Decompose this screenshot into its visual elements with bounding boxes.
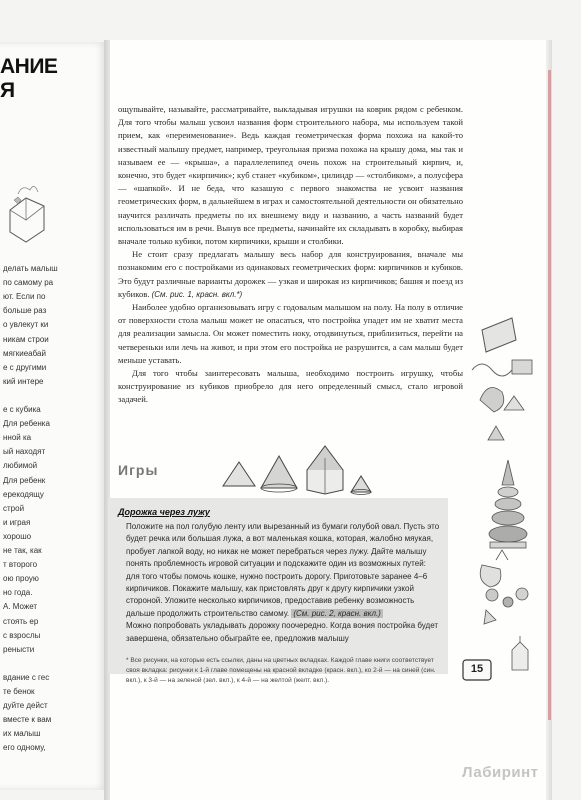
figure-reference: (См. рис. 1, красн. вкл.*) (151, 289, 243, 299)
left-page-line: хорошо (3, 531, 32, 541)
game-title: Дорожка через лужу (118, 507, 210, 517)
left-page-line: любимой (3, 461, 38, 471)
left-page-line: их малыш (3, 729, 41, 739)
paragraph-4: Для того чтобы заинтересовать малыша, необходимо построить игрушку, чтобы конструирование из кубиков приобрело для него определенный смысл, стало игровой задачей. (118, 368, 463, 405)
left-page-line: ою проую (3, 574, 39, 584)
left-page-line: мягкиеабай (3, 348, 46, 358)
game-figure-reference: (См. рис. 2, красн. вкл.) (293, 608, 381, 618)
game-description (126, 521, 441, 645)
left-page-line: стоять ер (3, 616, 39, 626)
page-number-badge (462, 659, 492, 681)
paragraph-2-text: Не стоит сразу предлагать малышу весь набор для конструирования, вначале мы познакомим его с постройками из одинаковых геометрических форм: кирпичиков и кубиков. Это будут различные варианты дорожек — узкая и широкая из кирпичиков; башня и поезд из кубиков. (118, 249, 463, 299)
left-heading-line-2: Я (0, 79, 15, 102)
left-page-illustration (4, 180, 64, 250)
paragraph-2 (118, 248, 463, 301)
game-paragraph-1 (126, 521, 441, 620)
left-page-line: по самому ра (3, 278, 54, 288)
paragraph-1: ощупывайте, называйте, рассматривайте, выкладывая игрушки на коврик рядом с ребенком. Для того чтобы малыш усвоил названия форм строительного набора, мы используем такой прием, как «переименование». Ведь каждая геометрическая форма похожа на какой-то известный малышу предмет, например, треугольная призма похожа на крышу дома, мы так и называем ее — «крыша», а параллелепипед очень похож на строительный кирпич, и, конечно, это будет «кирпичик»; куб станет «кубиком», цилиндр — «столбиком», а полусфера — «шапкой». И не беда, что казашую с первого знакомства не усвоит названия геометрических форм, в дальнейшем в играх и самостоятельной деятельности он обязательно научится различать предметы по их внешнему виду и названию, а часть названий будет использоваться им в речи. Вынув все предметы, начинайте их складывать в коробку, выбирая вначале только кубики, потом кирпичики, крыши и столбики. (118, 104, 463, 247)
left-page-line: А. Может (3, 602, 38, 612)
left-page-line: т второго (3, 560, 38, 570)
page-number: 15 (470, 663, 484, 675)
left-page-line: кий интере (3, 376, 44, 386)
left-page-line: ют. Если по (3, 292, 46, 302)
watermark-text: Лабиринт (462, 764, 539, 781)
left-page-line: делать малыш (3, 264, 58, 273)
left-page-line: нной ка (3, 433, 32, 443)
left-page-line: его одному, (3, 743, 46, 753)
section-title: Игры (118, 462, 159, 478)
left-page-line: никам строи (3, 334, 49, 344)
left-heading-line-1: АНИЕ (0, 55, 58, 78)
left-page-line: е с кубика (3, 405, 41, 414)
game-paragraph-1-text: Положите на пол голубую ленту или вырезанный из бумаги голубой овал. Пусть это будет речка или большая лужа, а вот маленькая кошка, которая, жалобно мяукая, пробует лапкой воду, но никак не может перебраться через лужу. Дайте малышу понять проблемность игровой ситуации и подскажите один из возможных путей: для того чтобы помочь кошке, нужно построить дорогу. Приготовьте заранее 4–6 кирпичиков. Покажите малышу, как пристовлять друг к другу кирпичики узкой стороной. Уложите несколько кирпичиков, предоставив ребенку возможность дальше продолжить строительство самому. (126, 522, 440, 618)
left-page-line: о увлекут ки (3, 320, 49, 330)
left-page-line: вместе к вам (3, 715, 52, 725)
left-page-line: ый находят (3, 447, 46, 457)
left-page-line: с взрослы (3, 630, 41, 640)
left-page-line: строй (3, 503, 25, 513)
colored-page-edge (548, 70, 551, 720)
watermark (462, 764, 539, 781)
left-page-line: Для ребенк (3, 475, 46, 485)
left-page-line: ренысти (3, 644, 35, 654)
game-paragraph-2: Можно попробовать укладывать дорожку поочередно. Когда вония постройка будет завершена, обязательно обыграйте ее, предложив малышу (126, 621, 439, 643)
left-page-line: не так, как (3, 546, 42, 555)
left-chapter-heading (0, 55, 120, 103)
left-page-line: Для ребенка (3, 419, 50, 429)
main-body-text (118, 103, 463, 407)
left-page-line: дуйте дейст (3, 701, 48, 711)
left-page-line: ерекодящу (3, 489, 44, 499)
paragraph-3: Наиболее удобно организовывать игру с годовалым малышом на полу. На полу в отличие от поверхности стола малыш может не опасаться, что постройка упадет им не хватит места для реализации замысла. Он может поместить ноку, отодвинуться, приблизиться, перейти на четвереньки или лечь на живот, и при этом его постройка не разрушится, а сам малыш будет меньше уставать. (118, 302, 463, 365)
left-page-line: и играя (3, 517, 31, 527)
left-page-line: те бенок (3, 687, 35, 696)
footnote: * Все рисунки, на которые есть ссылки, даны на цветных вкладках. Каждой главе книги соответствует своя вкладка: рисунки к 1-й главе помещены на красной вкладке (красн. вкл.), ко 2-й — на синей (син. вкл.), к 3-й — на зеленой (зел. вкл.), к 4-й — на желтой (желт. вкл.). (126, 657, 436, 684)
left-page-line: вдание с гес (3, 672, 50, 682)
geometric-shapes-illustration (215, 436, 385, 496)
left-page-line: е с другими (3, 362, 47, 372)
left-page-line: но года. (3, 588, 33, 598)
left-page-line: больше раз (3, 306, 47, 316)
